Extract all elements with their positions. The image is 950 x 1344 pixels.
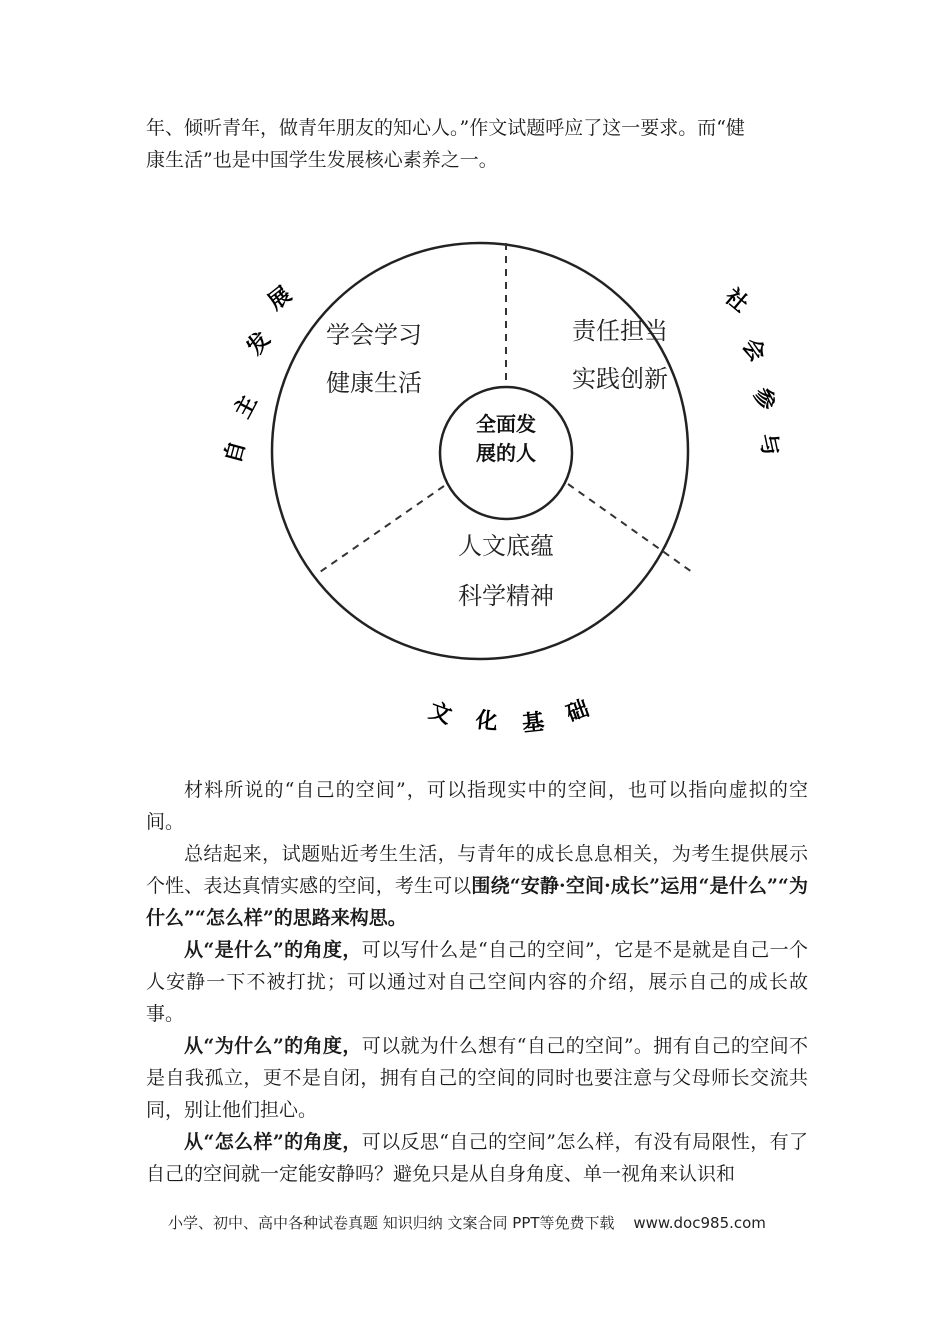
ring-bottom-4: 础 — [563, 696, 593, 728]
ring-left-4: 展 — [263, 282, 297, 316]
sector-tl-line-1: 学会学习 — [326, 321, 422, 349]
intro-paragraph — [146, 112, 808, 176]
paragraph-3-text: 可以写什么是“自己的空间”，它是不是就是自己一个人安静一下不被打扰；可以通过对自己空间内容的介绍，展示自己的成长故事。 — [146, 939, 809, 1025]
ring-bottom-3: 基 — [521, 709, 546, 738]
ring-right-4: 与 — [753, 431, 783, 459]
divider-left — [317, 486, 444, 574]
ring-right-2: 会 — [736, 334, 770, 367]
sector-tl-line-2: 健康生活 — [326, 369, 422, 397]
center-line-2: 展的人 — [476, 441, 536, 465]
paragraph-2-text: 总结起来，试题贴近考生生活，与青年的成长息息相关，为考生提供展示个性、表达真情实感的空间，考生可以 — [146, 843, 808, 897]
ring-left-2: 主 — [230, 391, 263, 423]
footer-url-link[interactable]: www.doc985.com — [633, 1214, 766, 1232]
ring-left-3: 发 — [242, 327, 276, 361]
paragraph-3-bold: 从“是什么”的角度， — [184, 939, 362, 961]
ring-left-1: 自 — [220, 438, 251, 467]
paragraph-1-text: 材料所说的“自己的空间”，可以指现实中的空间，也可以指向虚拟的空间。 — [146, 779, 808, 833]
core-literacy-diagram — [200, 198, 783, 758]
paragraph-2-bold: 围绕“安静·空间·成长”运用“是什么”“为什么”“怎么样”的思路来构思。 — [146, 875, 808, 929]
paragraph-1 — [146, 774, 808, 838]
sector-tr-line-2: 实践创新 — [572, 365, 668, 393]
sector-bottom-line-1: 人文底蕴 — [458, 532, 554, 560]
footer-left-text: 小学、初中、高中各种试卷真题 知识归纳 文案合同 PPT等免费下载 — [168, 1214, 615, 1232]
sector-bottom-line-2: 科学精神 — [458, 582, 554, 610]
paragraph-3 — [146, 934, 808, 1030]
ring-bottom-2: 化 — [474, 707, 499, 736]
ring-bottom-1: 文 — [425, 698, 455, 730]
paragraph-4-text: 可以就为什么想有“自己的空间”。拥有自己的空间不是自我孤立，更不是自闭，拥有自己的空间的同时也要注意与父母师长交流共同，别让他们担心。 — [146, 1035, 809, 1121]
center-line-1: 全面发 — [476, 412, 536, 436]
sector-tr-line-1: 责任担当 — [572, 317, 668, 345]
ring-right-1: 社 — [719, 284, 753, 318]
paragraph-4-bold: 从“为什么”的角度， — [184, 1035, 362, 1057]
paragraph-2 — [146, 838, 808, 934]
paragraph-4 — [146, 1030, 808, 1126]
paragraph-5-text: 可以反思“自己的空间”怎么样，有没有局限性，有了自己的空间就一定能安静吗？避免只是从自身角度、单一视角来认识和 — [146, 1131, 809, 1185]
paragraph-5-bold: 从“怎么样”的角度， — [184, 1131, 362, 1153]
intro-line-2: 康生活”也是中国学生发展核心素养之一。 — [146, 149, 498, 171]
intro-line-1: 年、倾听青年，做青年朋友的知心人。”作文试题呼应了这一要求。而“健 — [146, 117, 745, 139]
paragraph-5 — [146, 1126, 808, 1190]
page-footer — [168, 1212, 808, 1233]
ring-right-3: 参 — [747, 383, 780, 415]
